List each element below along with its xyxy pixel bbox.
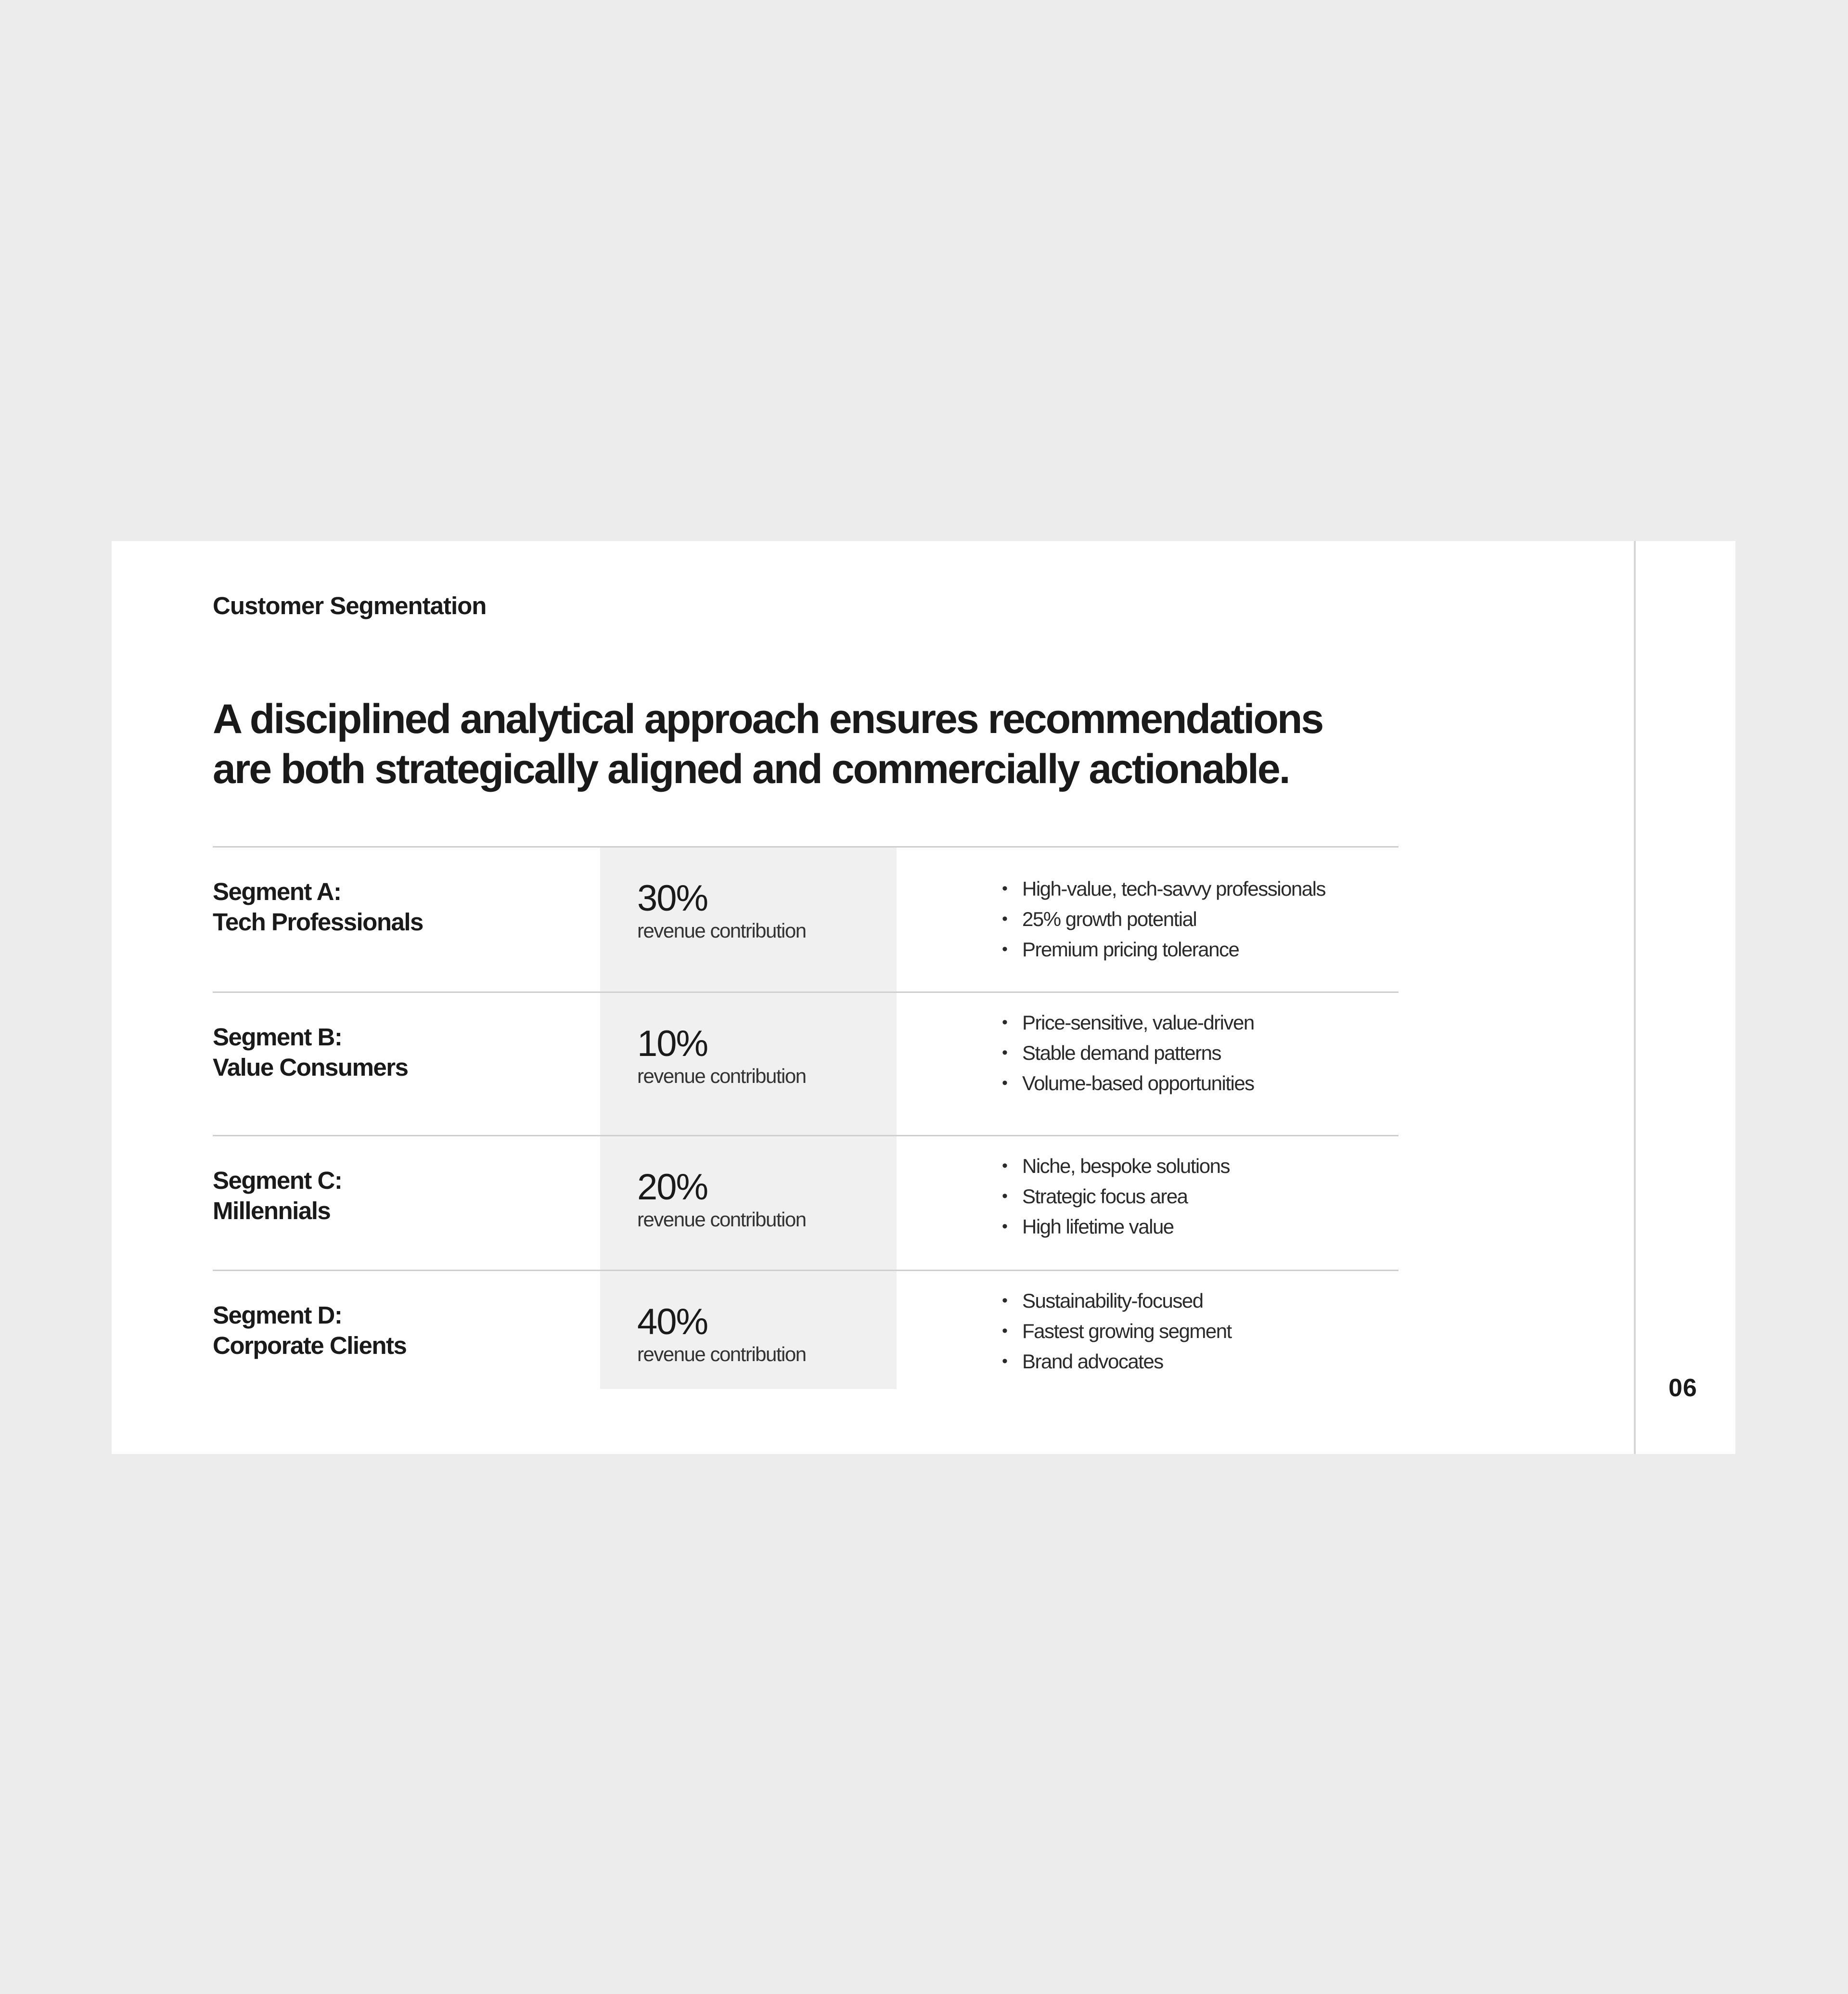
headline: [213, 694, 1464, 794]
trait-item: • Stable demand patterns: [1002, 1038, 1254, 1068]
revenue-percentage: 10%: [637, 1023, 708, 1064]
segment-name: [213, 876, 423, 937]
revenue-stat-cell: [600, 1136, 897, 1271]
segment-name: [213, 1022, 408, 1082]
trait-item: • Niche, bespoke solutions: [1002, 1151, 1230, 1181]
segment-row-a: [213, 848, 1399, 993]
trait-item: • Sustainability-focused: [1002, 1286, 1232, 1316]
trait-item: • High lifetime value: [1002, 1211, 1230, 1242]
segment-label: Segment A:: [213, 878, 341, 905]
segment-row-c: [213, 1136, 1399, 1271]
trait-item: • Fastest growing segment: [1002, 1316, 1232, 1346]
revenue-stat-cell: [600, 1271, 897, 1389]
revenue-stat-cell: [600, 848, 897, 993]
segment-traits-list: [1002, 874, 1325, 965]
segment-traits-list: [1002, 1007, 1254, 1098]
trait-item: • Brand advocates: [1002, 1346, 1232, 1377]
revenue-caption: revenue contribution: [637, 919, 806, 942]
segment-title: Corporate Clients: [213, 1332, 407, 1359]
segment-label: Segment D:: [213, 1301, 342, 1329]
page-number-divider: [1634, 541, 1636, 1454]
trait-item: • High-value, tech-savvy professionals: [1002, 874, 1325, 904]
slide: [112, 541, 1735, 1454]
headline-line-2: are both strategically aligned and commercially actionable.: [213, 746, 1289, 792]
revenue-percentage: 40%: [637, 1301, 708, 1342]
segment-traits-list: [1002, 1286, 1232, 1377]
segment-title: Millennials: [213, 1197, 331, 1224]
trait-item: • 25% growth potential: [1002, 904, 1325, 934]
page-number: 06: [1668, 1374, 1697, 1402]
headline-line-1: A disciplined analytical approach ensures recommendations: [213, 696, 1323, 742]
revenue-caption: revenue contribution: [637, 1208, 806, 1231]
revenue-caption: revenue contribution: [637, 1343, 806, 1365]
segment-row-d: [213, 1271, 1399, 1389]
segment-label: Segment C:: [213, 1167, 342, 1194]
segment-name: [213, 1300, 406, 1361]
trait-item: • Price-sensitive, value-driven: [1002, 1007, 1254, 1038]
segment-label: Segment B:: [213, 1023, 342, 1051]
trait-item: • Premium pricing tolerance: [1002, 934, 1325, 965]
segment-row-b: [213, 993, 1399, 1136]
trait-item: • Volume-based opportunities: [1002, 1068, 1254, 1098]
revenue-percentage: 30%: [637, 878, 708, 919]
section-title: Customer Segmentation: [213, 592, 487, 619]
revenue-stat-cell: [600, 993, 897, 1136]
segment-title: Tech Professionals: [213, 908, 423, 936]
segment-title: Value Consumers: [213, 1054, 408, 1081]
revenue-percentage: 20%: [637, 1167, 708, 1208]
trait-item: • Strategic focus area: [1002, 1181, 1230, 1211]
segment-traits-list: [1002, 1151, 1230, 1242]
revenue-caption: revenue contribution: [637, 1065, 806, 1087]
segment-name: [213, 1165, 342, 1226]
